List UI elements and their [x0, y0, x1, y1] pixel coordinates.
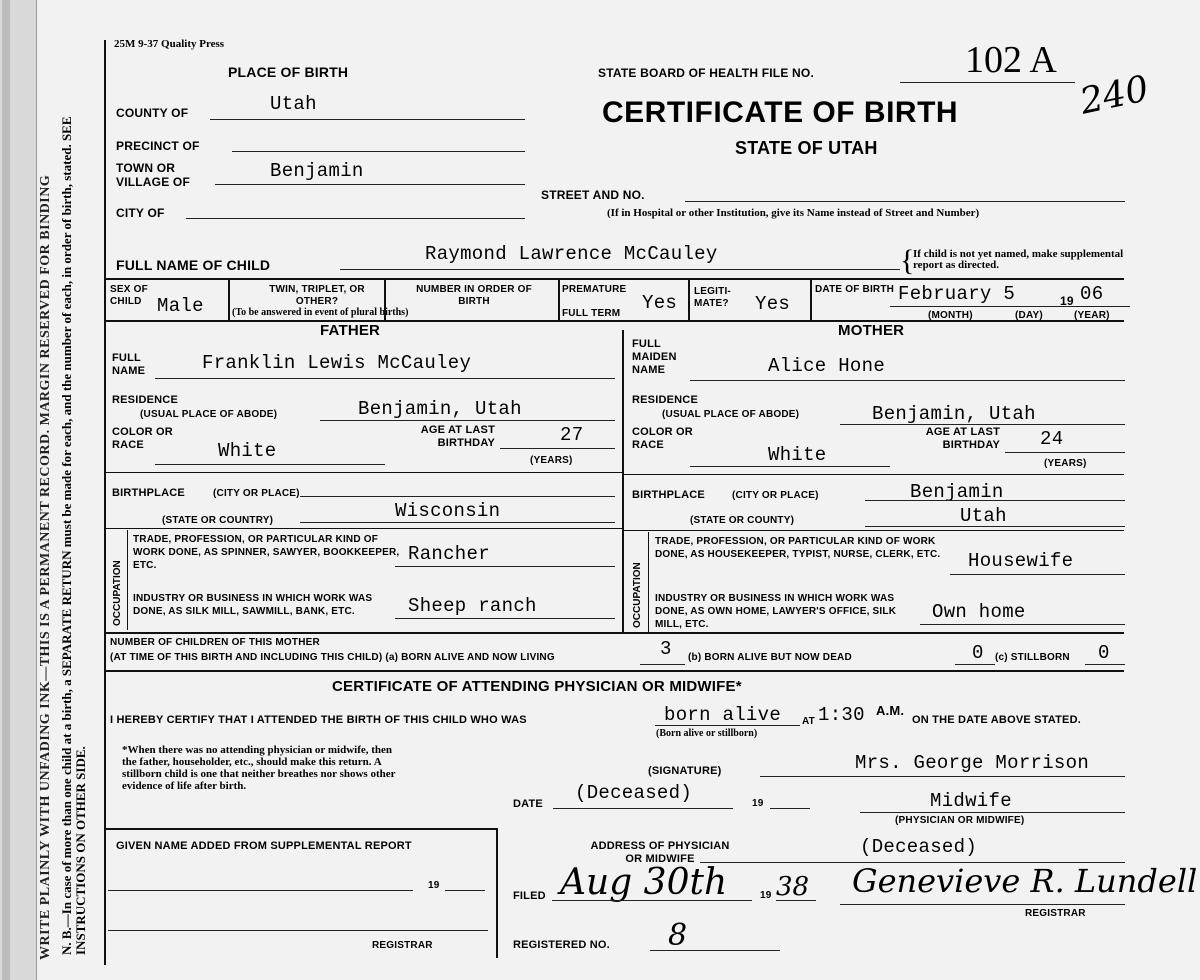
father-industry-value: Sheep ranch	[408, 595, 537, 617]
county-value: Utah	[270, 93, 317, 115]
legitimate-label: LEGITI- MATE?	[694, 286, 731, 309]
attendant-date-stated: ON THE DATE ABOVE STATED.	[912, 714, 1081, 726]
children-stillborn-value: 0	[1098, 642, 1110, 664]
mother-occupation-label: OCCUPATION	[632, 562, 643, 628]
address-label: ADDRESS OF PHYSICIAN OR MIDWIFE	[590, 840, 730, 865]
address-value: (Deceased)	[860, 836, 978, 858]
mother-bp-city-line	[865, 500, 1125, 501]
father-name-line	[155, 378, 615, 379]
attendant-at-label: AT	[802, 716, 815, 727]
dob-month-day-value: February 5	[898, 283, 1016, 305]
file-number-label: STATE BOARD OF HEALTH FILE NO.	[598, 66, 814, 80]
attendant-signature-value: Mrs. George Morrison	[855, 752, 1090, 774]
mother-bp-state-line	[865, 526, 1125, 527]
attendant-status-line	[655, 725, 800, 726]
town-label: TOWN OR VILLAGE OF	[116, 161, 190, 189]
child-name-line	[340, 269, 900, 270]
registered-value: 8	[668, 918, 688, 953]
mother-color-value: White	[768, 444, 827, 466]
attendant-signature-label: (SIGNATURE)	[648, 765, 722, 777]
mother-age-line	[1005, 452, 1125, 453]
mother-residence-line	[840, 424, 1125, 425]
attendant-status-note: (Born alive or stillborn)	[656, 728, 758, 739]
attendant-signature-line	[760, 776, 1125, 777]
father-name-label: FULL NAME	[112, 352, 146, 377]
city-label: CITY OF	[116, 206, 165, 220]
mother-name-label: FULL MAIDEN NAME	[632, 338, 677, 376]
binding-edge	[2, 0, 10, 980]
mother-rule-occ	[622, 530, 1124, 531]
mother-occ-divider	[648, 532, 649, 632]
supplemental-year-prefix: 19	[428, 880, 440, 891]
precinct-line	[232, 151, 525, 152]
rule-lower-left	[104, 828, 496, 830]
filed-year-value: 38	[776, 872, 810, 902]
father-bp-state-value: Wisconsin	[395, 500, 501, 522]
attendant-time-value: 1:30	[818, 704, 865, 726]
handwritten-number: 240	[1076, 68, 1153, 123]
supplemental-registrar-label: REGISTRAR	[372, 940, 433, 951]
father-state-sub: (STATE OR COUNTRY)	[162, 515, 274, 526]
father-occupation-label: OCCUPATION	[112, 560, 123, 626]
registrar-label: REGISTRAR	[1025, 908, 1086, 919]
father-industry-label: INDUSTRY OR BUSINESS IN WHICH WORK WAS DONE, AS SILK MILL, SAWMILL, BANK, ETC.	[133, 593, 373, 617]
dob-year-value: 06	[1080, 283, 1104, 305]
supplemental-year-line	[445, 890, 485, 891]
year-label: (YEAR)	[1074, 310, 1110, 321]
mother-industry-value: Own home	[932, 601, 1026, 623]
children-dead-value: 0	[972, 642, 984, 664]
mother-trade-label: TRADE, PROFESSION, OR PARTICULAR KIND OF WORK DONE, AS HOUSEKEEPER, TYPIST, NURSE, CLERK, ETC.	[655, 536, 941, 560]
child-name-value: Raymond Lawrence McCauley	[425, 243, 718, 265]
father-color-line	[155, 464, 385, 465]
div-legit	[810, 280, 812, 320]
sex-value: Male	[157, 295, 204, 317]
children-stillborn-label: (c) STILLBORN	[995, 652, 1070, 663]
children-living-value: 3	[660, 638, 672, 660]
full-term-value: Yes	[642, 292, 678, 314]
father-rule-bp	[104, 472, 622, 473]
mother-residence-label: RESIDENCE	[632, 394, 698, 406]
parents-divider	[622, 330, 624, 632]
street-label: STREET AND NO.	[541, 188, 645, 202]
father-rule-occ	[104, 528, 622, 529]
rule-top-details	[104, 278, 1124, 280]
filed-year-line	[776, 900, 816, 901]
father-name-value: Franklin Lewis McCauley	[202, 352, 472, 374]
attendant-footnote: *When there was no attending physician or midwife, then the father, householder, etc., should make this return. A stillborn child is one that neither breathes nor shows other evidence of life after birth.	[122, 744, 396, 792]
div-order	[558, 280, 560, 320]
mother-color-label: COLOR OR RACE	[632, 426, 693, 451]
father-trade-value: Rancher	[408, 543, 490, 565]
mother-state-sub: (STATE OR COUNTY)	[690, 515, 795, 526]
filed-year-prefix: 19	[760, 890, 772, 901]
rule-attendant-top	[104, 670, 1124, 672]
mother-rule-bp	[622, 474, 1124, 475]
plural-birth-notice: N. B.—In case of more than one child at a birth, a SEPARATE RETURN must be made for each, and the number of each, in order of birth, stated. SEE INSTRUCTIONS ON OTHER SIDE.	[59, 116, 88, 955]
town-value: Benjamin	[270, 160, 364, 182]
file-number-line	[900, 82, 1075, 83]
mother-trade-line	[950, 574, 1125, 575]
street-line	[685, 201, 1125, 202]
county-line	[210, 119, 525, 120]
div-twin	[384, 280, 386, 320]
father-color-label: COLOR OR RACE	[112, 426, 173, 451]
mother-industry-line	[920, 624, 1125, 625]
county-label: COUNTY OF	[116, 106, 189, 120]
full-term-label: FULL TERM	[562, 308, 621, 319]
premature-label: PREMATURE	[562, 284, 627, 295]
registrar-signature: Genevieve R. Lundell	[852, 862, 1198, 900]
attendant-date-label: DATE	[513, 798, 543, 810]
precinct-label: PRECINCT OF	[116, 139, 200, 153]
attendant-certify-text: I HEREBY CERTIFY THAT I ATTENDED THE BIRTH OF THIS CHILD WHO WAS	[110, 714, 527, 726]
month-label: (MONTH)	[928, 310, 973, 321]
father-age-value: 27	[560, 424, 584, 446]
certificate-subtitle: STATE OF UTAH	[735, 138, 878, 158]
mother-bp-city-value: Benjamin	[910, 481, 1004, 503]
attendant-title-value: Midwife	[930, 790, 1012, 812]
mother-age-value: 24	[1040, 428, 1064, 450]
twin-note: (To be answered in event of plural births)	[232, 307, 409, 318]
children-living-label: (AT TIME OF THIS BIRTH AND INCLUDING THIS CHILD) (a) BORN ALIVE AND NOW LIVING	[110, 652, 555, 663]
children-label: NUMBER OF CHILDREN OF THIS MOTHER	[110, 637, 320, 648]
mother-city-sub: (CITY OR PLACE)	[732, 490, 819, 501]
mother-residence-sub: (USUAL PLACE OF ABODE)	[662, 409, 800, 420]
twin-label: TWIN, TRIPLET, OR OTHER?	[269, 284, 365, 307]
mother-bp-state-value: Utah	[960, 505, 1007, 527]
street-note: (If in Hospital or other Institution, give its Name instead of Street and Number)	[607, 207, 980, 219]
father-age-line	[500, 448, 615, 449]
father-color-value: White	[218, 440, 277, 462]
dob-label: DATE OF BIRTH	[815, 284, 895, 295]
children-dead-label: (b) BORN ALIVE BUT NOW DEAD	[688, 652, 852, 663]
town-line	[215, 184, 525, 185]
rule-parents-top	[104, 320, 1124, 322]
order-label: NUMBER IN ORDER OF BIRTH	[416, 284, 532, 307]
lower-left-divider	[496, 828, 498, 958]
father-city-sub: (CITY OR PLACE)	[213, 488, 300, 499]
dob-year-prefix: 19	[1060, 294, 1074, 308]
attendant-date-year-line	[770, 808, 810, 809]
mother-years-label: (YEARS)	[1044, 458, 1087, 469]
file-number-value: 102 A	[965, 39, 1057, 81]
sex-label: SEX OF CHILD	[110, 284, 148, 307]
mother-birthplace-label: BIRTHPLACE	[632, 489, 705, 501]
filed-label: FILED	[513, 890, 546, 902]
mother-age-label: AGE AT LAST BIRTHDAY	[925, 426, 1000, 451]
father-occ-divider	[127, 530, 128, 630]
attendant-heading: CERTIFICATE OF ATTENDING PHYSICIAN OR MIDWIFE*	[332, 678, 742, 695]
mother-residence-value: Benjamin, Utah	[872, 403, 1036, 425]
mother-name-line	[690, 380, 1125, 381]
father-trade-line	[395, 566, 615, 567]
father-birthplace-label: BIRTHPLACE	[112, 487, 185, 499]
father-industry-line	[395, 618, 615, 619]
attendant-date-line	[553, 808, 733, 809]
attendant-date-year-prefix: 19	[752, 798, 764, 809]
print-run: 25M 9-37 Quality Press	[114, 38, 225, 50]
filed-date-line	[552, 900, 752, 901]
rule-children-top	[104, 632, 1124, 634]
brace-icon: {	[900, 244, 915, 277]
children-living-line	[640, 664, 685, 665]
attendant-date-value: (Deceased)	[575, 782, 693, 804]
certificate-title: CERTIFICATE OF BIRTH	[602, 96, 959, 129]
father-years-label: (YEARS)	[530, 455, 573, 466]
mother-heading: MOTHER	[838, 322, 905, 339]
mother-color-line	[690, 466, 890, 467]
father-residence-line	[320, 420, 615, 421]
mother-name-value: Alice Hone	[768, 355, 886, 377]
attendant-title-line	[860, 812, 1125, 813]
filed-date-value: Aug 30th	[560, 862, 728, 903]
mother-trade-value: Housewife	[968, 550, 1074, 572]
father-trade-label: TRADE, PROFESSION, OR PARTICULAR KIND OF WORK DONE, AS SPINNER, SAWYER, BOOKKEEPER, ETC.	[133, 534, 400, 571]
attendant-status-value: born alive	[664, 704, 782, 726]
father-age-label: AGE AT LAST BIRTHDAY	[420, 424, 495, 449]
registered-line	[650, 950, 780, 951]
attendant-ampm: A.M.	[876, 703, 905, 718]
mother-industry-label: INDUSTRY OR BUSINESS IN WHICH WORK WAS DONE, AS OWN HOME, LAWYER'S OFFICE, SILK MILL, ETC.	[655, 593, 897, 630]
dob-line	[890, 306, 1130, 307]
father-bp-city-line	[300, 496, 615, 497]
registered-label: REGISTERED NO.	[513, 939, 610, 951]
child-name-label: FULL NAME OF CHILD	[116, 257, 271, 273]
legitimate-value: Yes	[755, 293, 791, 315]
supplemental-name-line	[108, 890, 413, 891]
supplemental-label: GIVEN NAME ADDED FROM SUPPLEMENTAL REPORT	[116, 840, 412, 852]
children-dead-line	[955, 664, 995, 665]
attendant-title-label: (PHYSICIAN OR MIDWIFE)	[895, 815, 1025, 826]
father-heading: FATHER	[320, 322, 381, 339]
place-of-birth-heading: PLACE OF BIRTH	[228, 64, 349, 80]
form-left-border	[104, 40, 106, 965]
children-stillborn-line	[1085, 664, 1125, 665]
binding-warning: WRITE PLAINLY WITH UNFADING INK—THIS IS A PERMANENT RECORD. MARGIN RESERVED FOR BINDING	[38, 174, 53, 960]
div-sex	[228, 280, 230, 320]
father-residence-sub: (USUAL PLACE OF ABODE)	[140, 409, 278, 420]
father-residence-value: Benjamin, Utah	[358, 398, 522, 420]
registrar-signature-line	[840, 904, 1125, 905]
day-label: (DAY)	[1015, 310, 1043, 321]
father-bp-state-line	[300, 522, 615, 523]
city-line	[186, 218, 525, 219]
child-name-note: If child is not yet named, make supplemental report as directed.	[913, 248, 1124, 271]
father-residence-label: RESIDENCE	[112, 394, 178, 406]
supplemental-registrar-line	[108, 930, 488, 931]
div-premature	[688, 280, 690, 320]
